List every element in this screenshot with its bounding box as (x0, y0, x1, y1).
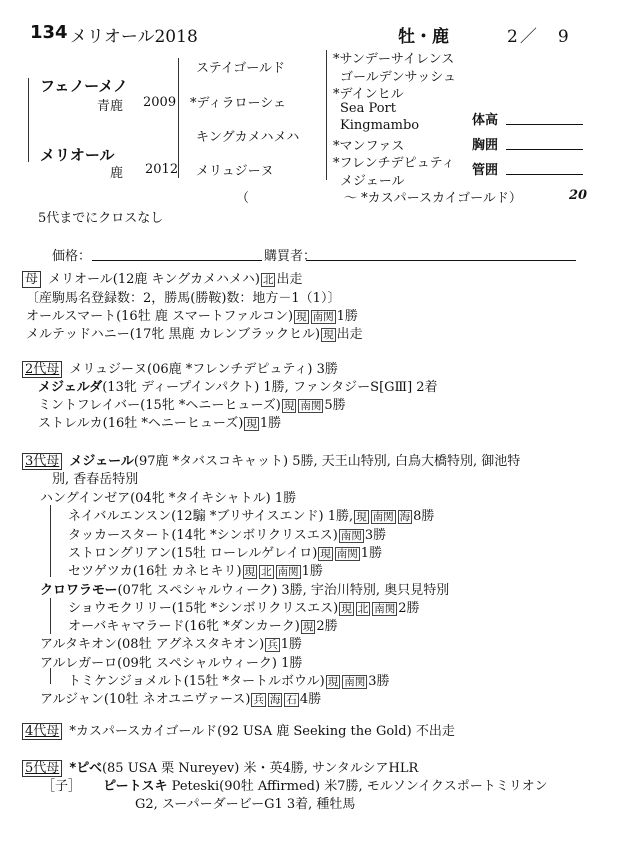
list-item (68, 597, 420, 616)
item-text: (13牝 ディープインパクト) 1勝, ファンタジーS[GⅢ] 2着 (102, 380, 438, 395)
g5-child-bold: ピートスキ (103, 779, 168, 794)
item-text: ネイバルエンスン(12騸 *ブリサイスエンド) 1勝, (68, 509, 354, 525)
horse-name: メリオール2018 (70, 27, 198, 47)
list-item (38, 412, 281, 431)
dam-dam: メリュジーヌ (196, 164, 274, 179)
item-result: 3勝 (364, 527, 387, 543)
g4-tag: 4代母 (22, 723, 62, 740)
region-tag: 現 (283, 400, 295, 412)
g5-child-line1: Peteski(90牡 Affirmed) 米7勝, モルソンイクスポートミリオン (171, 779, 548, 794)
g3-bracket-2 (50, 598, 51, 634)
g5-child-tag: ［子］ (42, 779, 82, 794)
list-item (40, 579, 449, 598)
birth-date: 2／ 9 (507, 27, 571, 47)
region-tag: 北 (357, 602, 369, 615)
g5-line: (85 USA 栗 Nureyev) 米・英4勝, サンタルシアHLR (101, 761, 419, 776)
g5-row (22, 757, 418, 776)
list-item (40, 487, 296, 506)
g5-child-row (42, 775, 548, 794)
dam-tag: 母 (22, 271, 41, 288)
region-tag: 現 (356, 511, 367, 524)
item-text: アルジャン(10牡 ネオユニヴァース) (40, 692, 251, 708)
g3-row (22, 450, 520, 469)
dam-record: 〔産駒馬名登録数：2，勝馬(勝鞍)数：地方－1（1）〕 (26, 291, 341, 306)
list-item (40, 633, 302, 652)
height-label: 体高 (472, 113, 499, 128)
item-text: ミントフレイバー(15牝 *ヘニーヒューズ) (38, 398, 281, 413)
item-result: 8勝 (413, 509, 435, 525)
region-tag: 現 (323, 329, 334, 341)
sire-year: 2009 (143, 95, 177, 110)
extra-paren-open: （ (236, 191, 250, 206)
dam-region-tag: 北 (262, 274, 274, 286)
ggs-3: *デインヒル (333, 87, 404, 102)
dam-result: 出走 (276, 272, 303, 287)
item-bold-name: クロワラモー (40, 582, 118, 598)
item-result: 1勝 (280, 637, 303, 653)
list-item (68, 542, 382, 561)
item-result: 3勝 (368, 674, 390, 689)
list-item (38, 394, 346, 413)
region-tag: 海 (269, 694, 281, 707)
region-tag: 南関 (277, 566, 299, 579)
item-result: 4勝 (299, 692, 322, 708)
dam-line: メリオール(12鹿 キングカメハメハ) (48, 272, 260, 287)
g2-line: メリュジーヌ(06鹿 *フレンチデピュティ) 3勝 (69, 362, 338, 377)
g3-line2: 別, 香春岳特別 (52, 472, 139, 487)
region-tag: 南関 (372, 511, 394, 524)
ggs-8: メジェール (340, 174, 405, 189)
item-result: 1勝 (336, 309, 358, 324)
g3-bold-name: メジェール (69, 454, 134, 469)
dam-sire: キングカメハメハ (196, 130, 300, 145)
ggs-5: Kingmambo (340, 118, 420, 133)
region-tag: 現 (327, 676, 339, 688)
dam-row (22, 268, 302, 287)
item-text: アルタキオン(08牡 アグネスタキオン) (40, 637, 265, 653)
list-item (26, 305, 358, 324)
cannon-label: 管囲 (472, 163, 499, 178)
item-text: アルレガーロ(09牝 スペシャルウィーク) 1勝 (40, 655, 303, 671)
g3-tag: 3代母 (22, 453, 62, 470)
item-text: トミケンジョメルト(15牡 *タートルボウル) (68, 674, 325, 689)
sire-color: 青鹿 (97, 99, 124, 114)
ggs-1: *サンデーサイレンス (333, 52, 455, 67)
item-text: オーバキャマラード(16牝 *ダンカーク) (68, 619, 300, 635)
list-item (68, 670, 389, 689)
item-result: 出走 (336, 327, 363, 342)
g5-bold-name: *ピベ (69, 761, 102, 776)
g2-row (22, 358, 338, 377)
region-tag: 南関 (374, 602, 396, 615)
list-item (40, 688, 321, 707)
sire-sire: ステイゴールド (196, 61, 286, 76)
region-tag: 南関 (344, 676, 366, 688)
g4-row (22, 720, 455, 739)
list-item (68, 524, 386, 543)
region-tag: 現 (296, 311, 307, 323)
item-text: セツゲツカ(16牡 カネヒキリ) (68, 564, 242, 580)
ggs-6: *マンファス (333, 139, 405, 154)
g4-line: *カスパースカイゴールド(92 USA 鹿 Seeking the Gold) 不出走 (69, 724, 455, 739)
item-text: ストレルカ(16牡 *ヘニーヒューズ) (38, 416, 244, 431)
region-tag: 南関 (300, 400, 322, 412)
item-text: タッカースタート(14牝 *シンボリクリスエス) (68, 527, 338, 543)
region-tag: 南関 (336, 547, 358, 560)
buyer-label: 購買者： (264, 249, 317, 264)
list-item (68, 505, 434, 524)
item-text: ストロングリアン(15牡 ローレルゲレイロ) (68, 545, 318, 561)
extra-tail: ～ *カスパースカイゴールド） (344, 191, 522, 206)
item-text: オールスマート(16牡 鹿 スマートファルコン) (26, 309, 294, 324)
dam-name: メリオール (40, 146, 115, 164)
sire-dam: *ディラローシェ (190, 96, 286, 111)
ggs-2: ゴールデンサッシュ (340, 70, 456, 85)
g5-child-line2: G2, スーパーダービーG1 3着, 種牡馬 (135, 797, 356, 812)
item-result: 2勝 (398, 600, 420, 616)
g5-tag: 5代母 (22, 760, 62, 777)
item-text: (07牝 スペシャルウィーク) 3勝, 宇治川特別, 奥只見特別 (117, 582, 450, 598)
sex-color: 牡・鹿 (398, 27, 449, 47)
list-item (40, 652, 302, 671)
ggs-4: Sea Port (340, 101, 396, 116)
girth-label: 胸囲 (472, 138, 499, 153)
g3-bracket-1 (50, 505, 51, 577)
region-tag: 石 (286, 694, 297, 707)
region-tag: 現 (302, 621, 314, 634)
region-tag: 現 (320, 547, 331, 560)
extra-number: 20 (569, 188, 588, 203)
g2-tag: 2代母 (22, 361, 62, 378)
item-result: 5勝 (324, 398, 346, 413)
item-result: 2勝 (316, 619, 338, 635)
dam-year: 2012 (145, 162, 179, 177)
item-result: 1勝 (259, 416, 282, 431)
region-tag: 現 (244, 566, 256, 579)
region-tag: 現 (341, 602, 352, 615)
list-item (68, 615, 338, 634)
item-result: 1勝 (360, 545, 383, 561)
dam-color: 鹿 (110, 166, 124, 181)
g3-line1: (97鹿 *タバスコキャット) 5勝, 天王山特別, 白鳥大橋特別, 御池特 (133, 454, 521, 469)
ggs-7: *フレンチデピュティ (333, 156, 455, 171)
list-item (38, 376, 438, 395)
region-tag: 北 (261, 566, 272, 579)
item-text: ショウモクリリー(15牝 *シンボリクリスエス) (68, 600, 339, 616)
price-label: 価格： (52, 249, 92, 264)
item-text: ハングインゼア(04牝 *タイキシャトル) 1勝 (40, 491, 297, 506)
region-tag: 南関 (312, 311, 334, 323)
lot-number: 134 (30, 22, 68, 43)
region-tag: 兵 (267, 639, 278, 652)
list-item (26, 323, 363, 342)
sire-name: フェノーメノ (40, 77, 128, 95)
region-tag: 南関 (340, 529, 362, 542)
item-text: メルテッドハニー(17牝 黒鹿 カレンブラックヒル) (26, 327, 321, 342)
region-tag: 海 (399, 511, 411, 524)
list-item (68, 560, 323, 579)
item-result: 1勝 (301, 564, 323, 580)
region-tag: 現 (246, 418, 257, 430)
cross-note: 5代までにクロスなし (38, 211, 164, 226)
item-bold-name: メジェルダ (38, 380, 103, 395)
region-tag: 兵 (253, 694, 264, 707)
